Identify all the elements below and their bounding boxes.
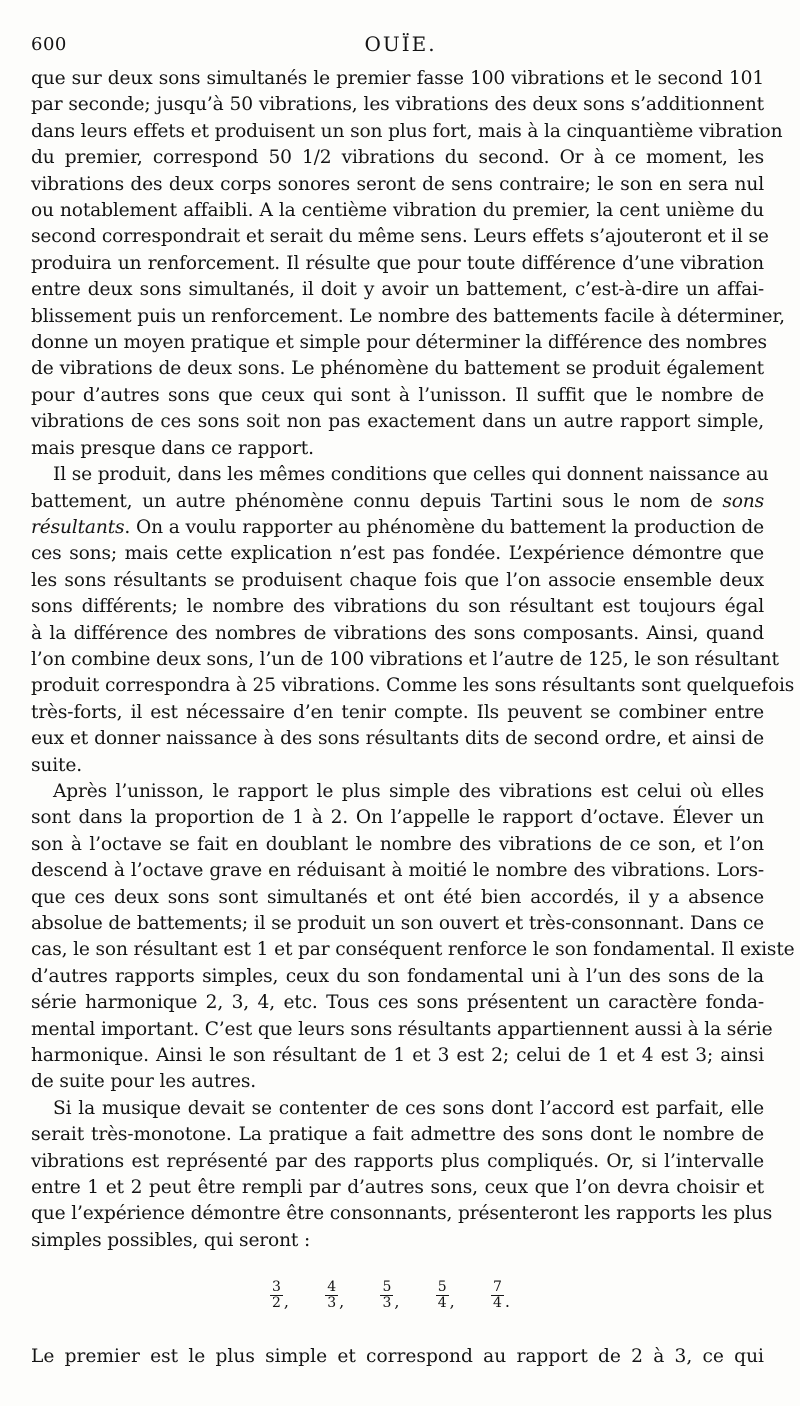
page-number: 600 xyxy=(31,34,67,55)
text-line: très-forts, il est nécessaire d’en tenir compte. Ils peuvent se combiner entre xyxy=(31,701,764,723)
text-line: second correspondrait et serait du même sens. Leurs effets s’ajouteront et il se xyxy=(31,226,769,248)
text-line: entre 1 et 2 peut être rempli par d’autres sons, ceux que l’on devra choisir et xyxy=(31,1177,764,1199)
text-line: entre deux sons simultanés, il doit y avoir un battement, c’est-à-dire un affai- xyxy=(31,279,764,301)
numerator: 5 xyxy=(382,1279,392,1295)
closing-text-line: Le premier est le plus simple et correspond au rapport de 2 à 3, ce qui xyxy=(31,1346,764,1367)
fraction-item xyxy=(325,1280,344,1336)
text-line: simples possibles, qui seront : xyxy=(31,1229,311,1251)
paragraph-2 xyxy=(31,462,795,779)
text-line: que ces deux sons sont simultanés et ont été bien accordés, il y a absence xyxy=(31,886,764,908)
text-line: mental important. C’est que leurs sons résultants appartiennent aussi à la série xyxy=(31,1018,773,1040)
denominator: 3 xyxy=(382,1295,392,1311)
text-line: Si la musique devait se contenter de ces sons dont l’accord est parfait, elle xyxy=(53,1097,764,1119)
text-line: produira un renforcement. Il résulte que pour toute différence d’une vibration xyxy=(31,252,764,274)
numerator: 7 xyxy=(492,1279,502,1295)
text-line: sons différents; le nombre des vibrations du son résultant est toujours égal xyxy=(31,596,764,618)
numerator: 5 xyxy=(437,1279,447,1295)
text-line: que l’expérience démontre être consonnants, présenteront les rapports les plus xyxy=(31,1203,773,1225)
italic-term: sons xyxy=(722,490,764,512)
text-segment: battement, un autre phénomène connu depuis Tartini sous le nom de xyxy=(31,490,723,512)
fraction-item xyxy=(380,1280,399,1336)
fraction-item xyxy=(436,1280,455,1336)
paragraph-3 xyxy=(31,779,795,1096)
fraction-punctuation: , xyxy=(283,1292,290,1311)
text-line: de suite pour les autres. xyxy=(31,1071,257,1093)
body-text xyxy=(31,66,795,1254)
fraction xyxy=(270,1280,283,1311)
text-line: Après l’unisson, le rapport le plus simple des vibrations est celui où elles xyxy=(53,780,764,802)
text-line: donne un moyen pratique et simple pour déterminer la différence des nombres xyxy=(31,332,767,354)
paragraph-1 xyxy=(31,66,785,462)
text-line: de vibrations de deux sons. Le phénomène du battement se produit également xyxy=(31,358,764,380)
fraction-item xyxy=(491,1280,510,1336)
text-segment: . On a voulu rapporter au phénomène du battement la production de xyxy=(124,516,764,538)
text-line: l’on combine deux sons, l’un de 100 vibrations et l’autre de 125, le son résultant xyxy=(31,648,779,670)
text-line: série harmonique 2, 3, 4, etc. Tous ces sons présentent un caractère fonda- xyxy=(31,992,764,1014)
running-title: OUÏE. xyxy=(364,32,437,56)
fraction xyxy=(491,1280,504,1311)
denominator: 4 xyxy=(492,1295,502,1311)
text-line: son à l’octave se fait en doublant le nombre des vibrations de ce son, et l’on xyxy=(31,833,764,855)
fraction-item xyxy=(270,1280,289,1336)
text-line: Il se produit, dans les mêmes conditions que celles qui donnent naissance au xyxy=(53,464,769,486)
numerator: 4 xyxy=(327,1279,337,1295)
paragraph-4 xyxy=(31,1096,773,1254)
text-line: ces sons; mais cette explication n’est pas fondée. L’expérience démontre que xyxy=(31,543,764,565)
fraction-list xyxy=(270,1280,510,1336)
fraction-punctuation: , xyxy=(449,1292,455,1311)
text-line: blissement puis un renforcement. Le nombre des battements facile à déterminer, xyxy=(31,305,785,327)
fraction-punctuation: , xyxy=(339,1292,345,1311)
text-line: vibrations des deux corps sonores seront de sens contraire; le son en sera nul xyxy=(31,173,764,195)
text-line: mais presque dans ce rapport. xyxy=(31,437,314,459)
running-head xyxy=(31,28,770,68)
text-line: absolue de battements; il se produit un son ouvert et très-consonnant. Dans ce xyxy=(31,913,764,934)
fraction xyxy=(436,1280,449,1311)
text-line: sont dans la proportion de 1 à 2. On l’appelle le rapport d’octave. Élever un xyxy=(31,807,764,829)
text-line: du premier, correspond 50 1/2 vibrations du second. Or à ce moment, les xyxy=(31,147,764,169)
text-line: d’autres rapports simples, ceux du son fondamental uni à l’un des sons de la xyxy=(31,965,764,987)
text-line: descend à l’octave grave en réduisant à moitié le nombre des vibrations. Lors- xyxy=(31,860,764,882)
text-line xyxy=(31,489,764,515)
text-line: à la différence des nombres de vibrations des sons composants. Ainsi, quand xyxy=(31,622,764,644)
text-line: suite. xyxy=(31,754,82,776)
fraction-punctuation: , xyxy=(394,1292,400,1311)
fraction xyxy=(380,1280,393,1311)
text-line: ou notablement affaibli. A la centième vibration du premier, la cent unième du xyxy=(31,200,764,222)
text-line: dans leurs effets et produisent un son plus fort, mais à la cinquantième vibration xyxy=(31,120,783,142)
denominator: 3 xyxy=(327,1295,337,1311)
text-line: par seconde; jusqu’à 50 vibrations, les vibrations des deux sons s’additionnent xyxy=(31,94,764,116)
text-line: cas, le son résultant est 1 et par conséquent renforce le son fondamental. Il existe xyxy=(31,939,795,961)
fraction-punctuation: . xyxy=(504,1292,510,1311)
text-line: les sons résultants se produisent chaque fois que l’on associe ensemble deux xyxy=(31,569,764,591)
text-line: produit correspondra à 25 vibrations. Comme les sons résultants sont quelquefois xyxy=(31,675,795,697)
denominator: 2 xyxy=(272,1295,281,1311)
italic-term: résultants xyxy=(31,516,125,538)
numerator: 3 xyxy=(272,1279,281,1295)
text-line: pour d’autres sons que ceux qui sont à l’unisson. Il suffit que le nombre de xyxy=(31,384,764,406)
text-line: que sur deux sons simultanés le premier fasse 100 vibrations et le second 101 xyxy=(31,68,764,89)
text-line: harmonique. Ainsi le son résultant de 1 et 3 est 2; celui de 1 et 4 est 3; ainsi xyxy=(31,1045,764,1067)
text-line: eux et donner naissance à des sons résultants dits de second ordre, et ainsi de xyxy=(31,728,764,750)
text-line: vibrations est représenté par des rapports plus compliqués. Or, si l’intervalle xyxy=(31,1150,764,1172)
text-line: vibrations de ces sons soit non pas exactement dans un autre rapport simple, xyxy=(31,411,764,433)
fraction xyxy=(325,1280,338,1311)
text-line: serait très-monotone. La pratique a fait admettre des sons dont le nombre de xyxy=(31,1124,764,1146)
denominator: 4 xyxy=(437,1295,447,1311)
text-line xyxy=(31,515,764,541)
